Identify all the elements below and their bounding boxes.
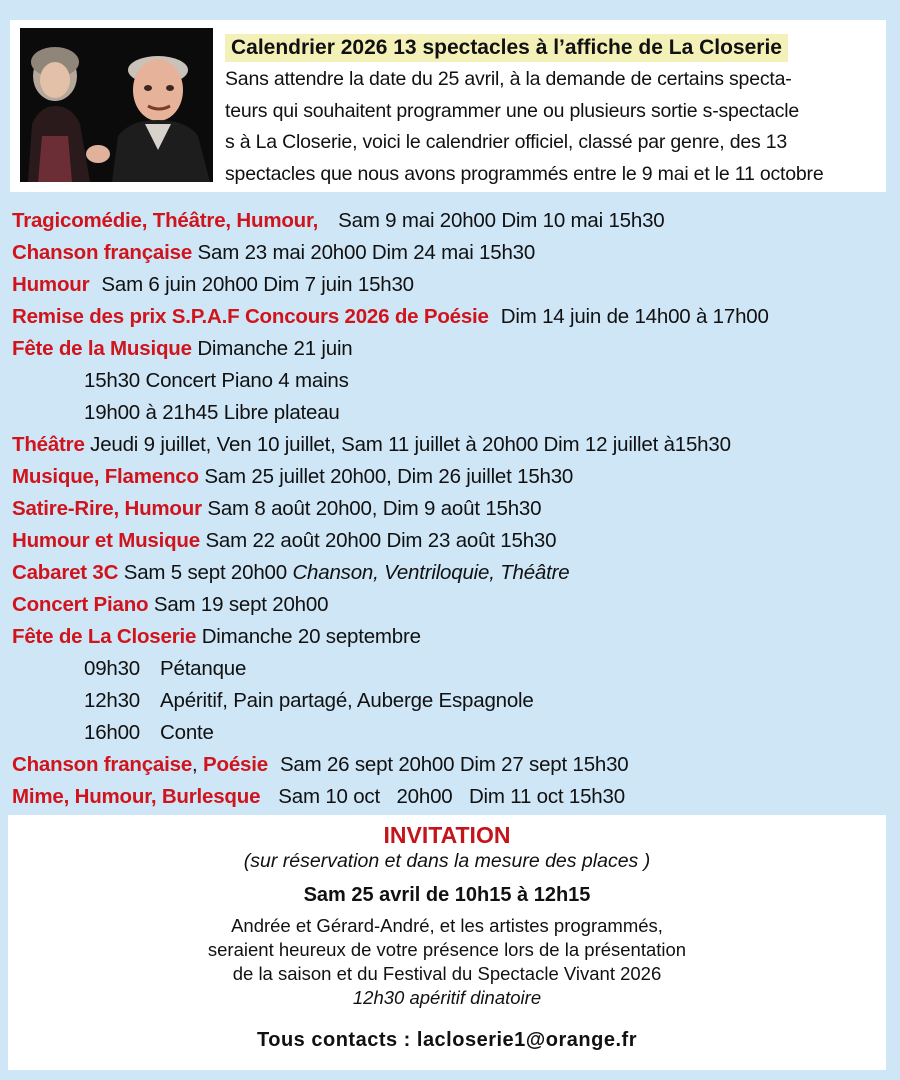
dates: Sam 9 mai 20h00 Dim 10 mai 15h30 [338,209,665,232]
schedule-list [12,205,892,813]
invitation-line: Andrée et Gérard-André, et les artistes programmés, [231,915,663,936]
genre-label: Poésie [203,753,268,776]
performers-photo-art [20,28,213,182]
sub-activity: Pétanque [160,657,247,680]
schedule-row [12,493,892,525]
intro-line: s à La Closerie, voici le calendrier officiel, classé par genre, des 13 [225,131,788,153]
sub-time: 09h30 [84,657,141,680]
schedule-row [12,525,892,557]
intro-paragraph [225,64,875,190]
dates: Sam 26 sept 20h00 Dim 27 sept 15h30 [279,753,629,776]
genre-label: Chanson française [12,753,193,776]
schedule-row [12,749,892,781]
invitation-panel [8,815,886,1070]
schedule-subitem: 15h30 Concert Piano 4 mains [84,369,349,392]
header-panel [10,20,886,192]
dates: Dim 14 juin de 14h00 à 17h00 [500,305,769,328]
genre-label: Cabaret 3C [12,561,119,584]
dates: Sam 6 juin 20h00 Dim 7 juin 15h30 [101,273,414,296]
schedule-row [12,781,892,813]
show-description: Chanson, Ventriloquie, Théâtre [292,561,570,584]
schedule-row [12,301,892,333]
dates: Sam 10 oct 20h00 Dim 11 oct 15h30 [278,785,625,808]
genre-label: Remise des prix S.P.A.F Concours 2026 de Poésie [12,305,489,328]
genre-label: Tragicomédie, Théâtre, Humour, [12,209,319,232]
invitation-line: seraient heureux de votre présence lors de la présentation [207,939,687,960]
schedule-row [12,557,892,589]
schedule-row [12,205,892,237]
genre-label: Musique, Flamenco [12,465,199,488]
intro-line: Sans attendre la date du 25 avril, à la demande de certains specta- [225,68,792,90]
schedule-row [12,589,892,621]
genre-separator: , [192,753,204,776]
intro-line: spectacles que nous avons programmés entre le 9 mai et le 11 octobre [225,162,824,185]
genre-label: Théâtre [12,433,85,456]
dates: Sam 22 août 20h00 Dim 23 août 15h30 [205,529,557,552]
genre-label: Humour et Musique [12,529,200,552]
schedule-row [12,461,892,493]
contact-line: Tous contacts : lacloserie1@orange.fr [257,1029,637,1051]
invitation-text [8,914,886,1010]
genre-label: Mime, Humour, Burlesque [12,785,261,808]
dates: Sam 8 août 20h00, Dim 9 août 15h30 [207,497,542,520]
invitation-subtitle: (sur réservation et dans la mesure des places ) [243,850,651,872]
genre-label: Chanson française [12,241,193,264]
dates: Sam 5 sept 20h00 [123,561,287,584]
genre-label: Humour [12,273,90,296]
sub-activity: Conte [160,721,214,744]
schedule-subitem [12,653,892,685]
sub-time: 16h00 [84,721,141,744]
genre-label: Satire-Rire, Humour [12,497,202,520]
invitation-line: de la saison et du Festival du Spectacle Vivant 2026 [232,963,662,984]
calendar-title: Calendrier 2026 13 spectacles à l’affiche de La Closerie [225,34,788,62]
genre-label: Fête de la Musique [12,337,192,360]
invitation-date: Sam 25 avril de 10h15 à 12h15 [303,884,591,906]
schedule-subitem: 19h00 à 21h45 Libre plateau [84,401,340,424]
performers-photo [20,28,213,182]
schedule-subitem [12,685,892,717]
schedule-row [12,429,892,461]
dates: Dimanche 20 septembre [201,625,421,648]
aperitif-note: 12h30 apéritif dinatoire [352,987,542,1008]
invitation-title: INVITATION [383,822,511,848]
schedule-subitem [12,717,892,749]
sub-activity: Apéritif, Pain partagé, Auberge Espagnole [160,689,534,712]
genre-label: Concert Piano [12,593,149,616]
schedule-row [12,269,892,301]
sub-time: 12h30 [84,689,141,712]
dates: Sam 19 sept 20h00 [153,593,329,616]
dates: Dimanche 21 juin [197,337,353,360]
dates: Sam 25 juillet 20h00, Dim 26 juillet 15h30 [204,465,574,488]
intro-line: teurs qui souhaitent programmer une ou plusieurs sortie s-spectacle [225,99,800,122]
schedule-row [12,237,892,269]
dates: Sam 23 mai 20h00 Dim 24 mai 15h30 [197,241,536,264]
schedule-row [12,621,892,653]
dates: Jeudi 9 juillet, Ven 10 juillet, Sam 11 juillet à 20h00 Dim 12 juillet à15h30 [90,433,731,456]
genre-label: Fête de La Closerie [12,625,197,648]
schedule-row [12,333,892,365]
